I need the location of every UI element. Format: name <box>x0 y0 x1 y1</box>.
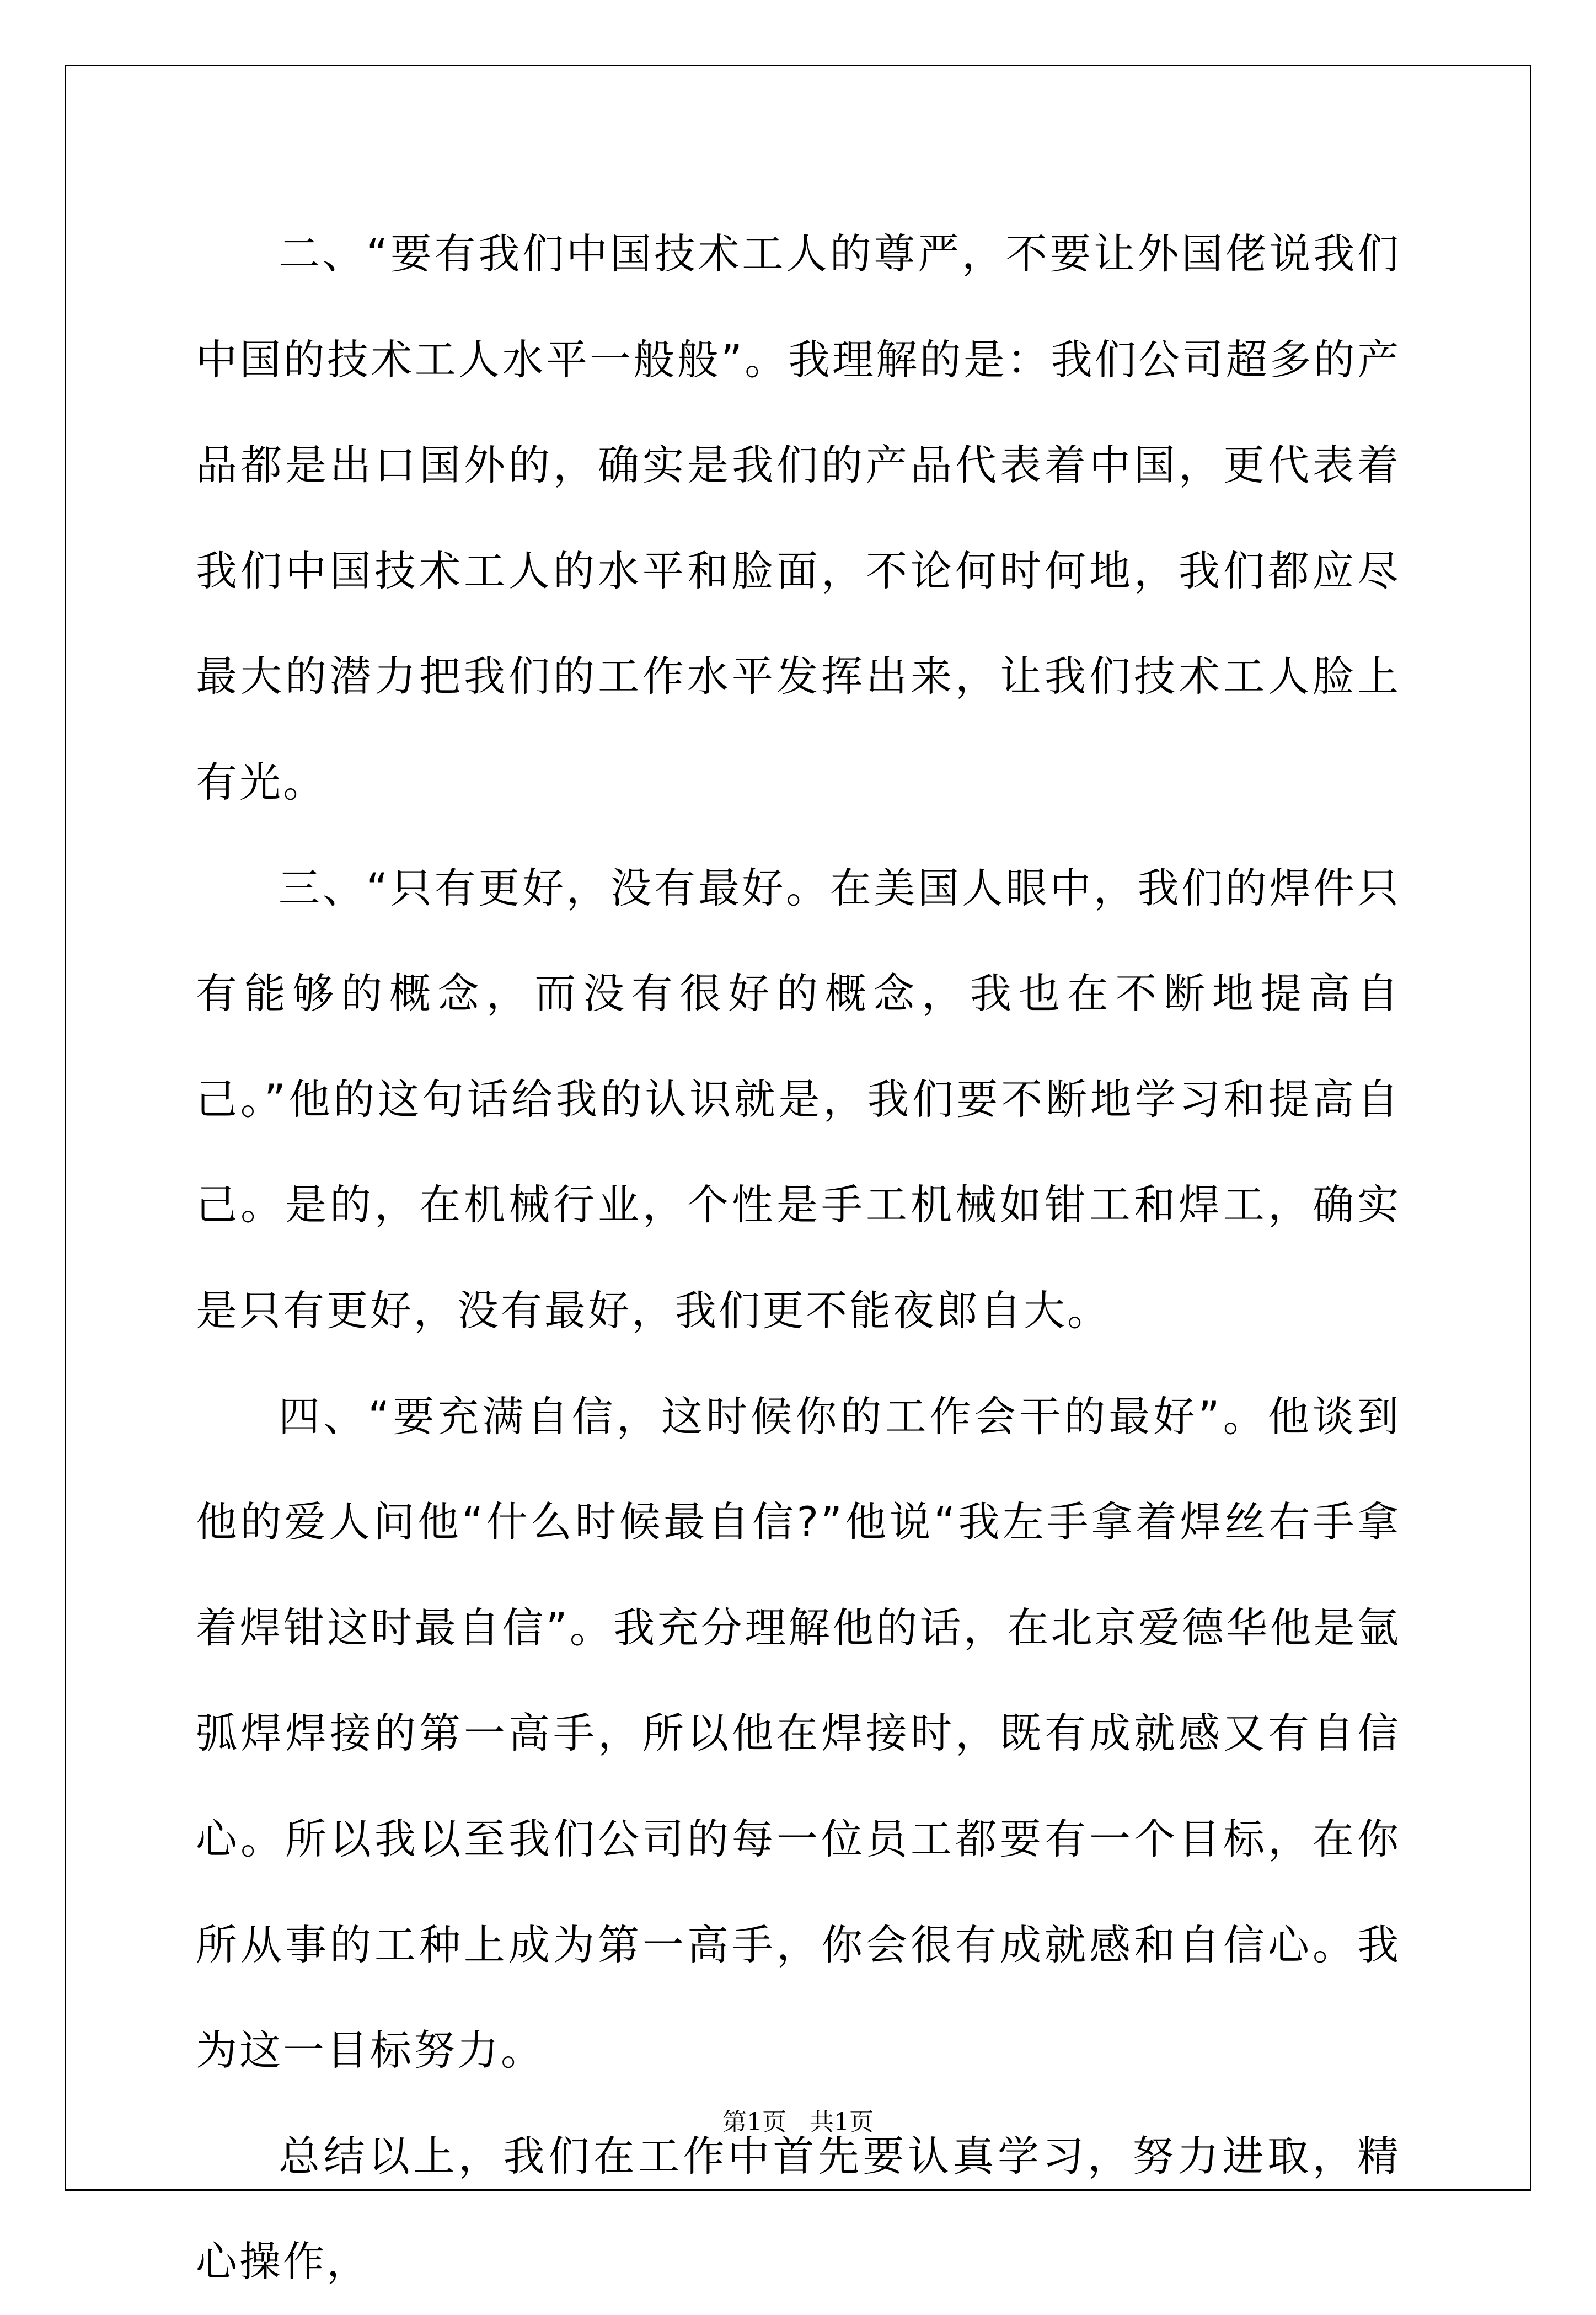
paragraph-4: 四、“要充满自信，这时候你的工作会干的最好”。他谈到他的爱人问他“什么时候最自信?”他说“我左手拿着焊丝右手拿着焊钳这时最自信”。我充分理解他的话，在北京爱德华他是氩弧焊焊接的第一高手，所以他在焊接时，既有成就感又有自信心。所以我以至我们公司的每一位员工都要有一个目标，在你所从事的工种上成为第一高手，你会很有成就感和自信心。我为这一目标努力。 <box>196 1392 1401 2075</box>
paragraph-3: 三、“只有更好，没有最好。在美国人眼中，我们的焊件只有能够的概念，而没有很好的概念，我也在不断地提高自己。”他的这句话给我的认识就是，我们要不断地学习和提高自己。是的，在机械行业，个性是手工机械如钳工和焊工，确实是只有更好，没有最好，我们更不能夜郎自大。 <box>196 863 1401 1335</box>
document-body <box>196 201 1401 2315</box>
paragraph-2: 二、“要有我们中国技术工人的尊严，不要让外国佬说我们中国的技术工人水平一般般”。我理解的是：我们公司超多的产品都是出口国外的，确实是我们的产品代表着中国，更代表着我们中国技术工人的水平和脸面，不论何时何地，我们都应尽最大的潜力把我们的工作水平发挥出来，让我们技术工人脸上有光。 <box>196 229 1401 806</box>
page-footer: 第1页 共1页 <box>722 2108 874 2136</box>
paragraph-summary: 总结以上，我们在工作中首先要认真学习，努力进取，精心操作， <box>196 2131 1401 2286</box>
